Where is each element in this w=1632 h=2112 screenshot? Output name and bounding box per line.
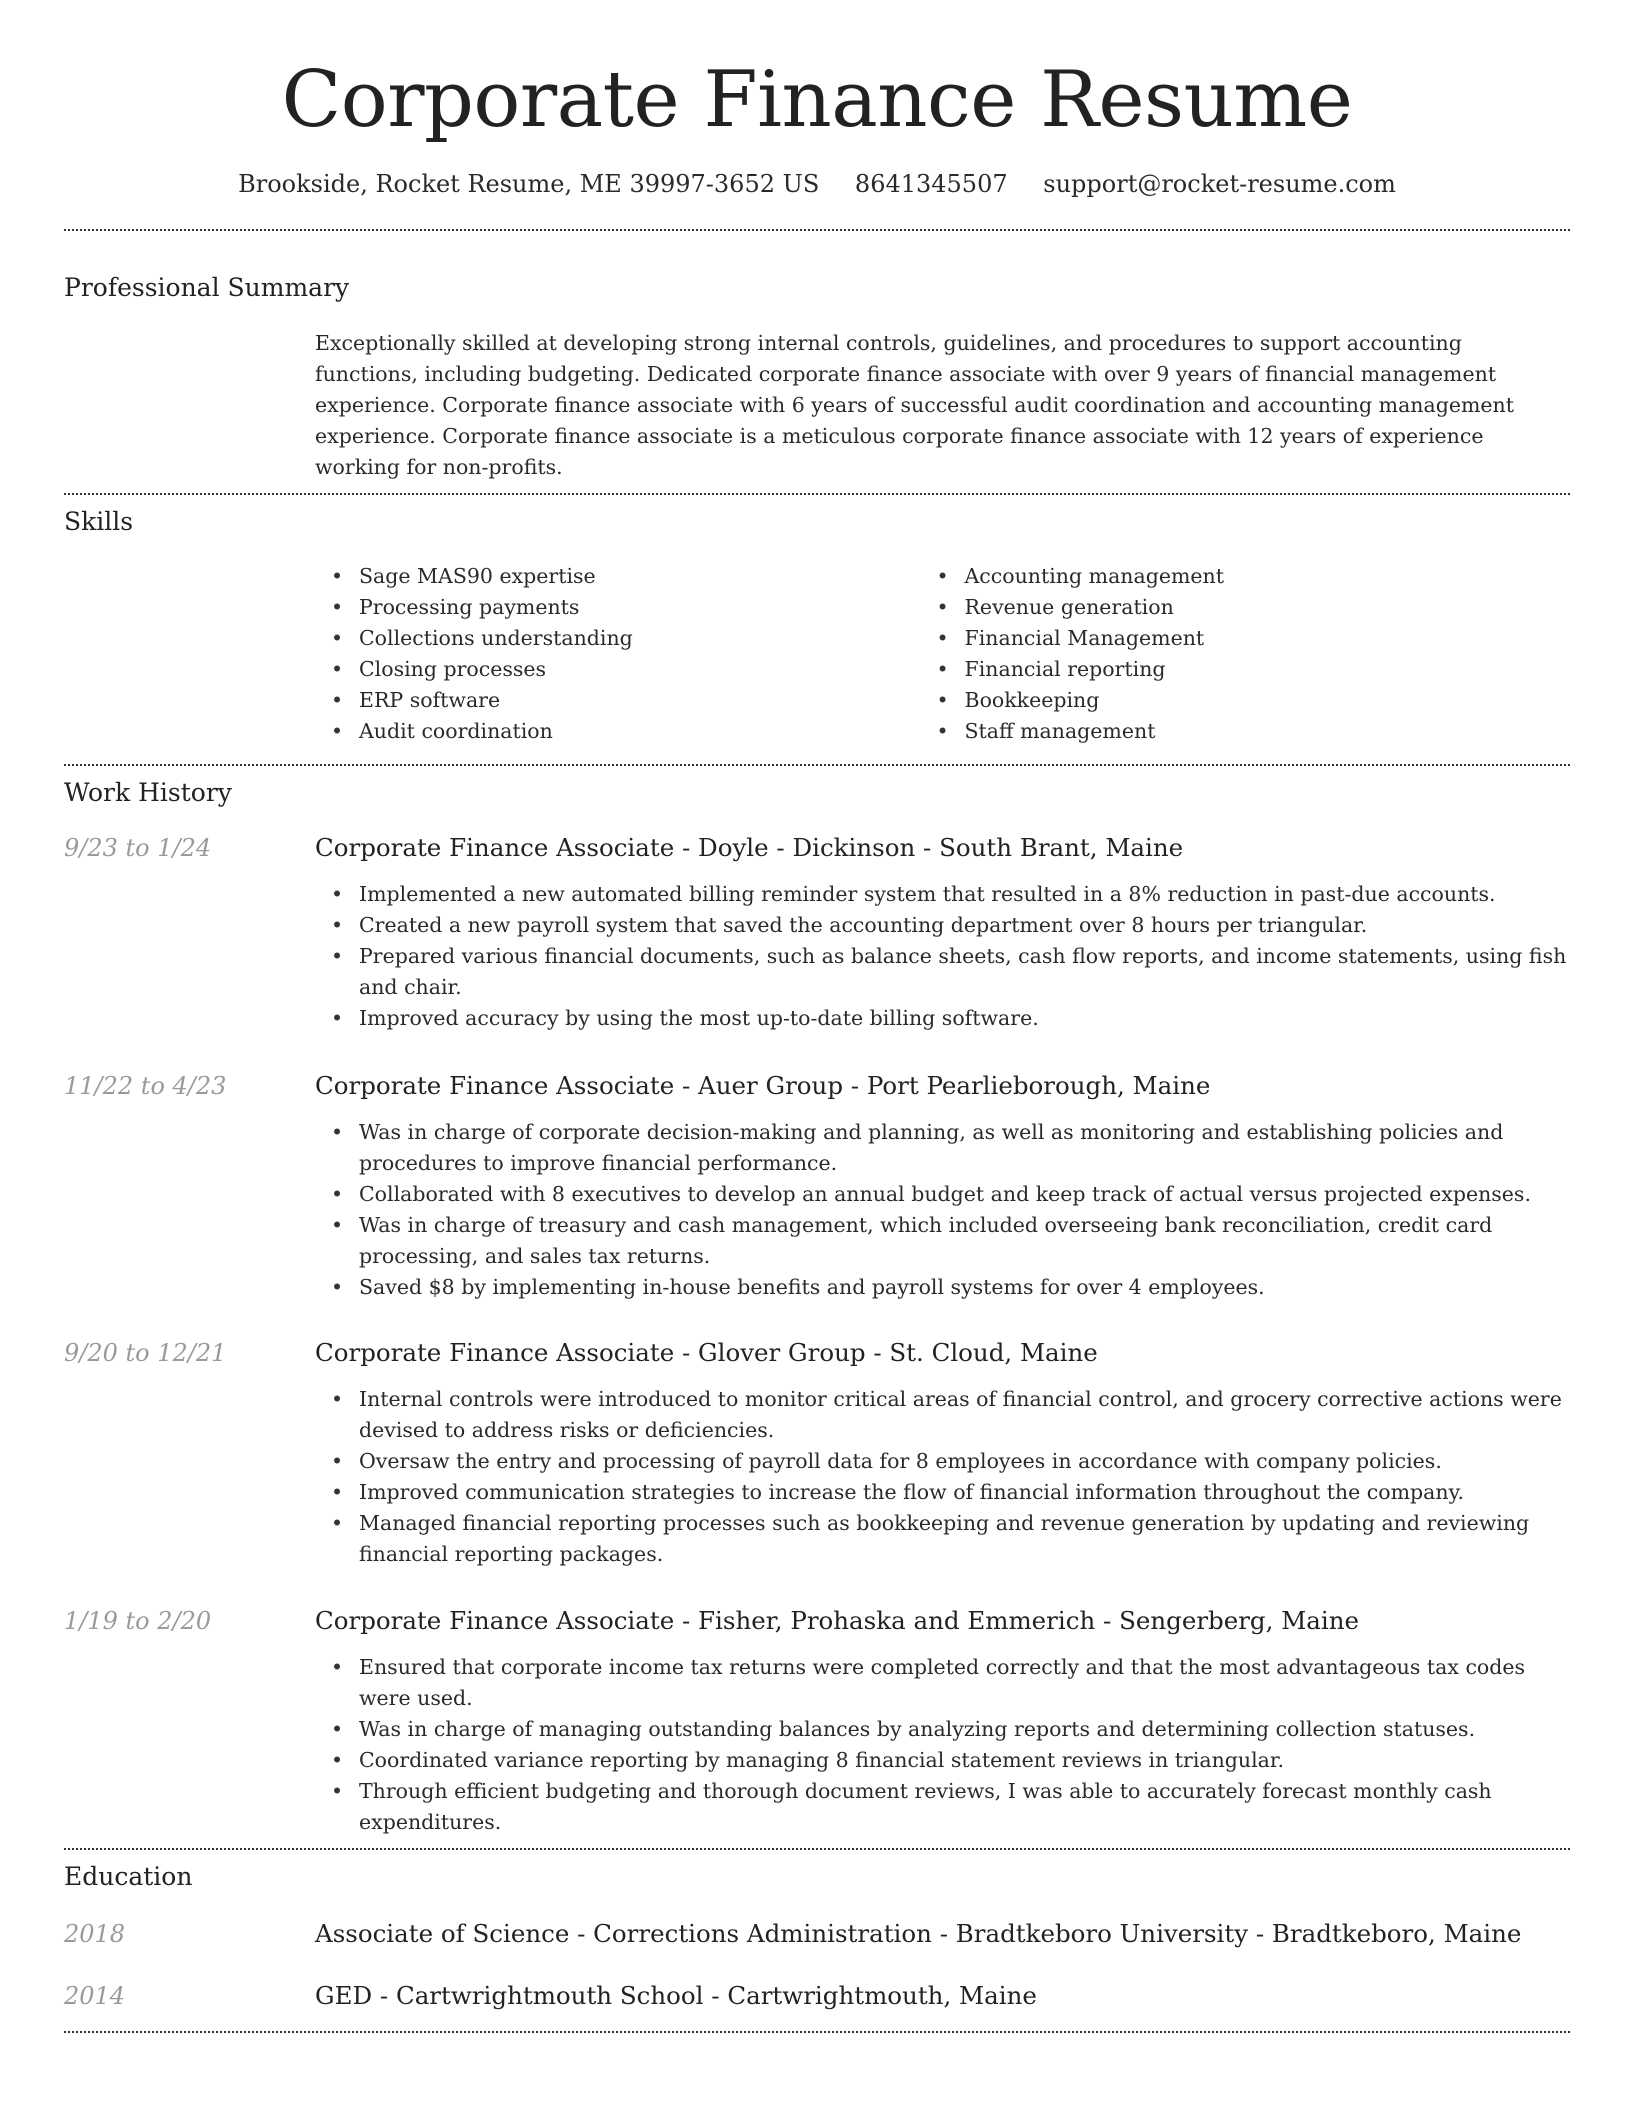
skills-column-2 bbox=[965, 561, 1571, 747]
summary-text: Exceptionally skilled at developing strong internal controls, guidelines, and procedures to support accounting functions, including budgeting. Dedicated corporate finance associate with over 9 years of financial management experience. Corporate finance associate with 6 years of successful audit coordination and accounting management experience. Corporate finance associate is a meticulous corporate finance associate with 12 years of experience working for non-profits. bbox=[315, 331, 1514, 479]
job-header bbox=[64, 833, 1570, 862]
contact-address: Brookside, Rocket Resume, ME 39997-3652 US bbox=[238, 170, 820, 198]
job-bullet: • Through efficient budgeting and thorough document reviews, I was able to accurately forecast monthly cash expenditures. bbox=[359, 1776, 1570, 1838]
education-text: GED - Cartwrightmouth School - Cartwrightmouth, Maine bbox=[315, 1981, 1037, 2010]
resume-title: Corporate Finance Resume bbox=[281, 55, 1353, 145]
divider bbox=[64, 493, 1570, 495]
job-bullet: • Implemented a new automated billing reminder system that resulted in a 8% reduction in past-due accounts. bbox=[359, 879, 1570, 910]
work-heading: Work History bbox=[64, 778, 232, 807]
job-bullet: • Coordinated variance reporting by managing 8 financial statement reviews in triangular. bbox=[359, 1745, 1570, 1776]
job-bullets bbox=[64, 1117, 1570, 1303]
job-title: Corporate Finance Associate - Glover Group - St. Cloud, Maine bbox=[315, 1338, 1098, 1367]
job-bullet: • Created a new payroll system that saved the accounting department over 8 hours per triangular. bbox=[359, 910, 1570, 941]
education-year: 2018 bbox=[64, 1920, 126, 1948]
job-dates: 11/22 to 4/23 bbox=[64, 1072, 227, 1100]
job-bullets bbox=[64, 1652, 1570, 1838]
job-entry bbox=[64, 833, 1570, 1034]
job-header bbox=[64, 1338, 1570, 1367]
job-bullet: • Improved communication strategies to increase the flow of financial information throughout the company. bbox=[359, 1477, 1570, 1508]
job-bullet: • Internal controls were introduced to monitor critical areas of financial control, and grocery corrective actions were devised to address risks or deficiencies. bbox=[359, 1384, 1570, 1446]
job-bullet: • Managed financial reporting processes such as bookkeeping and revenue generation by updating and reviewing financial reporting packages. bbox=[359, 1508, 1570, 1570]
divider bbox=[64, 764, 1570, 766]
job-bullets bbox=[64, 879, 1570, 1034]
education-heading: Education bbox=[64, 1862, 193, 1891]
contact-line bbox=[64, 168, 1570, 200]
skill-item: • Sage MAS90 expertise bbox=[359, 561, 965, 592]
job-dates: 9/23 to 1/24 bbox=[64, 834, 212, 862]
job-bullet: • Prepared various financial documents, such as balance sheets, cash flow reports, and income statements, using fish and chair. bbox=[359, 941, 1570, 1003]
divider bbox=[64, 229, 1570, 231]
skills-list bbox=[315, 561, 1570, 747]
contact-phone: 8641345507 bbox=[854, 170, 1008, 198]
job-bullet: • Saved $8 by implementing in-house benefits and payroll systems for over 4 employees. bbox=[359, 1272, 1570, 1303]
job-bullet: • Improved accuracy by using the most up-to-date billing software. bbox=[359, 1003, 1570, 1034]
education-entry bbox=[64, 1919, 1570, 1948]
skill-item: • ERP software bbox=[359, 685, 965, 716]
job-bullet: • Was in charge of managing outstanding balances by analyzing reports and determining collection statuses. bbox=[359, 1714, 1570, 1745]
job-header bbox=[64, 1606, 1570, 1635]
skill-item: • Accounting management bbox=[965, 561, 1571, 592]
skills-column-1 bbox=[315, 561, 965, 747]
job-bullet: • Was in charge of treasury and cash management, which included overseeing bank reconciliation, credit card processing, and sales tax returns. bbox=[359, 1210, 1570, 1272]
summary-heading: Professional Summary bbox=[64, 273, 350, 302]
skills-heading: Skills bbox=[64, 507, 134, 536]
job-title: Corporate Finance Associate - Doyle - Dickinson - South Brant, Maine bbox=[315, 833, 1184, 862]
skill-item: • Processing payments bbox=[359, 592, 965, 623]
job-entry bbox=[64, 1606, 1570, 1838]
divider bbox=[64, 1848, 1570, 1850]
job-bullet: • Was in charge of corporate decision-making and planning, as well as monitoring and establishing policies and procedures to improve financial performance. bbox=[359, 1117, 1570, 1179]
skill-item: • Revenue generation bbox=[965, 592, 1571, 623]
divider bbox=[64, 2031, 1570, 2033]
skill-item: • Collections understanding bbox=[359, 623, 965, 654]
job-bullets bbox=[64, 1384, 1570, 1570]
job-title: Corporate Finance Associate - Fisher, Prohaska and Emmerich - Sengerberg, Maine bbox=[315, 1606, 1360, 1635]
job-entry bbox=[64, 1071, 1570, 1303]
job-title: Corporate Finance Associate - Auer Group - Port Pearlieborough, Maine bbox=[315, 1071, 1211, 1100]
contact-email: support@rocket-resume.com bbox=[1043, 170, 1396, 198]
job-header bbox=[64, 1071, 1570, 1100]
education-entry bbox=[64, 1981, 1570, 2010]
education-year: 2014 bbox=[64, 1982, 126, 2010]
job-bullet: • Oversaw the entry and processing of payroll data for 8 employees in accordance with company policies. bbox=[359, 1446, 1570, 1477]
skill-item: • Financial reporting bbox=[965, 654, 1571, 685]
job-bullet: • Ensured that corporate income tax returns were completed correctly and that the most advantageous tax codes were used. bbox=[359, 1652, 1570, 1714]
resume-page bbox=[64, 0, 1570, 2033]
education-text: Associate of Science - Corrections Administration - Bradtkeboro University - Bradtkeboro, Maine bbox=[315, 1919, 1522, 1948]
skill-item: • Staff management bbox=[965, 716, 1571, 747]
job-bullet: • Collaborated with 8 executives to develop an annual budget and keep track of actual versus projected expenses. bbox=[359, 1179, 1570, 1210]
job-dates: 1/19 to 2/20 bbox=[64, 1607, 212, 1635]
skill-item: • Bookkeeping bbox=[965, 685, 1571, 716]
job-entry bbox=[64, 1338, 1570, 1570]
skill-item: • Closing processes bbox=[359, 654, 965, 685]
skill-item: • Financial Management bbox=[965, 623, 1571, 654]
job-dates: 9/20 to 12/21 bbox=[64, 1339, 227, 1367]
skill-item: • Audit coordination bbox=[359, 716, 965, 747]
